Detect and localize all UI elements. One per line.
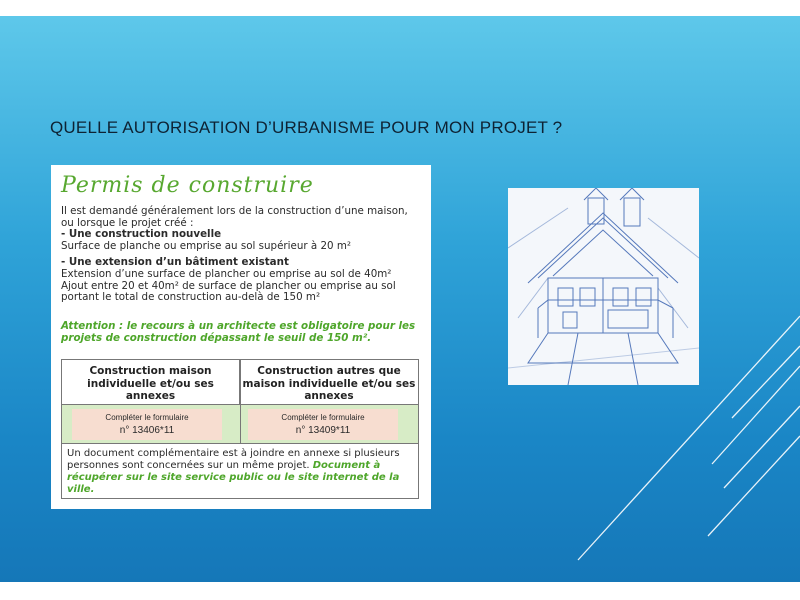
form1-label: Compléter le formulaire (105, 413, 189, 422)
col1-header: Construction maison individuelle et/ou ses annexes (62, 360, 240, 404)
form-table (61, 359, 419, 499)
item2-text-b: Ajout entre 20 et 40m² de surface de plancher ou emprise au sol portant le total de construction au-delà de 150 m² (61, 279, 396, 304)
form-box-13409 (248, 409, 398, 440)
note-green: Document à récupérer sur le site service public ou le site internet de la ville. (67, 460, 400, 495)
attention-note: Attention : le recours à un architecte est obligatoire pour les projets de construction dépassant le seuil de 150 m². (61, 320, 416, 344)
intro-text: Il est demandé généralement lors de la construction d’une maison, ou lorsque le projet créé : (61, 205, 408, 229)
form2-label: Compléter le formulaire (281, 413, 365, 422)
note-plain: Un document complémentaire est à joindre en annexe si plusieurs personnes sont concernées sur un même projet. (67, 448, 400, 471)
form-box-13406 (72, 409, 222, 440)
item1-title: - Une construction nouvelle (61, 228, 222, 241)
permit-card (51, 165, 431, 509)
table-divider (240, 360, 241, 444)
slide (0, 16, 800, 582)
form2-number: n° 13409*11 (295, 425, 351, 436)
table-note (67, 448, 413, 496)
item2-text-a: Extension d’une surface de plancher ou emprise au sol de 40m² (61, 267, 392, 280)
card-body (61, 206, 423, 304)
slide-title: QUELLE AUTORISATION D’URBANISME POUR MON PROJET ? (50, 118, 563, 137)
form1-number: n° 13406*11 (119, 425, 175, 436)
decorative-lines (560, 306, 800, 582)
col2-header: Construction autres que maison individuelle et/ou ses annexes (242, 365, 416, 402)
card-heading: Permis de construire (61, 173, 314, 198)
item2-title: - Une extension d’un bâtiment existant (61, 256, 289, 269)
item1-text: Surface de planche ou emprise au sol supérieur à 20 m² (61, 239, 351, 252)
